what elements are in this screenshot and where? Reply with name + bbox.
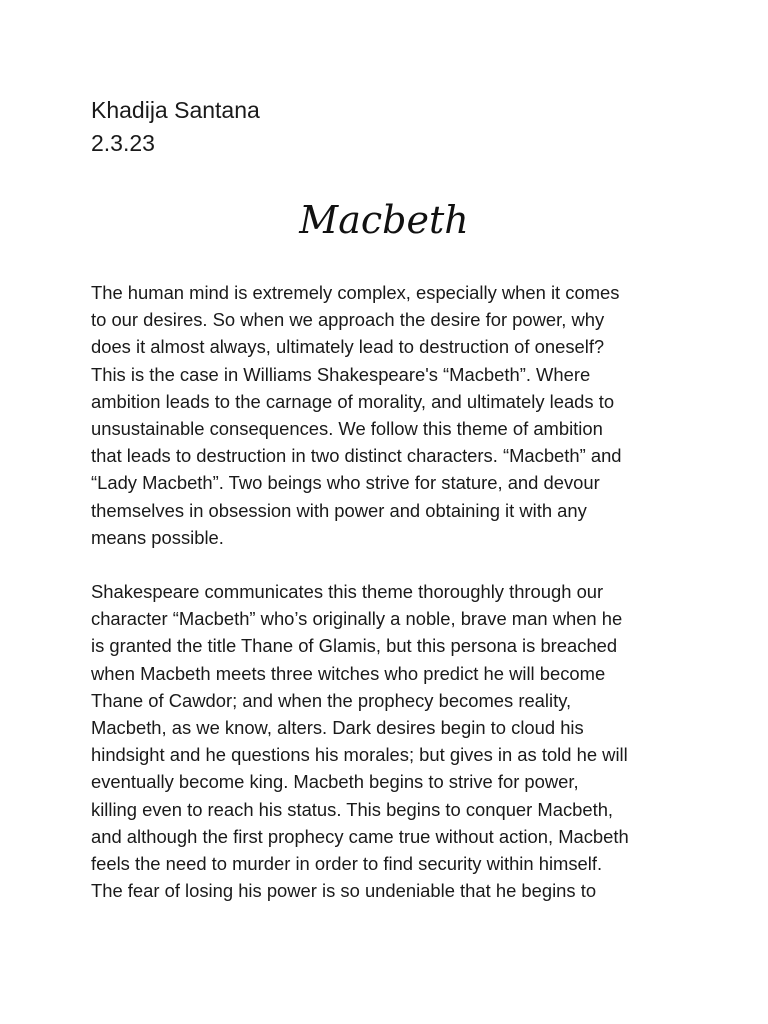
paragraph-line: eventually become king. Macbeth begins to strive for power,	[91, 771, 579, 793]
document-date: 2.3.23	[91, 130, 155, 156]
paragraph-line: means possible.	[91, 526, 224, 548]
paragraph-line: themselves in obsession with power and obtaining it with any	[91, 499, 587, 521]
paragraph-line: “Lady Macbeth”. Two beings who strive for stature, and devour	[91, 472, 600, 494]
paragraph-line: and although the first prophecy came true without action, Macbeth	[91, 825, 629, 847]
paragraph-line: Thane of Cawdor; and when the prophecy becomes reality,	[91, 689, 572, 711]
author-name: Khadija Santana	[91, 97, 260, 123]
paragraph-line: The fear of losing his power is so undeniable that he begins to	[91, 880, 597, 902]
paragraph-line: to our desires. So when we approach the desire for power, why	[91, 309, 605, 331]
paragraph-line: that leads to destruction in two distinct characters. “Macbeth” and	[91, 445, 622, 467]
paragraph-line: The human mind is extremely complex, especially when it comes	[91, 282, 620, 303]
paragraph-line: ambition leads to the carnage of morality, and ultimately leads to	[91, 390, 615, 412]
paragraph-line: Macbeth, as we know, alters. Dark desires begin to cloud his	[91, 717, 584, 739]
paragraph-line: character “Macbeth” who’s originally a noble, brave man when he	[91, 608, 623, 630]
paragraph-line: hindsight and he questions his morales; but gives in as told he will	[91, 744, 628, 766]
paragraph-line: feels the need to murder in order to find security within himself.	[91, 853, 603, 875]
document-header	[91, 94, 260, 160]
paragraph-line: unsustainable consequences. We follow this theme of ambition	[91, 418, 603, 440]
paragraph-line: killing even to reach his status. This begins to conquer Macbeth,	[91, 798, 614, 820]
paragraph-line: Shakespeare communicates this theme thoroughly through our	[91, 581, 604, 602]
paragraph-line: is granted the title Thane of Glamis, but this persona is breached	[91, 635, 618, 657]
paragraph-line: when Macbeth meets three witches who predict he will become	[91, 662, 606, 684]
paragraph-line: This is the case in Williams Shakespeare's “Macbeth”. Where	[91, 363, 591, 385]
document-title: Macbeth	[299, 198, 469, 242]
paragraph-line: does it almost always, ultimately lead to destruction of oneself?	[91, 336, 605, 358]
paragraph-body	[91, 578, 691, 904]
paragraph-intro	[91, 279, 691, 551]
